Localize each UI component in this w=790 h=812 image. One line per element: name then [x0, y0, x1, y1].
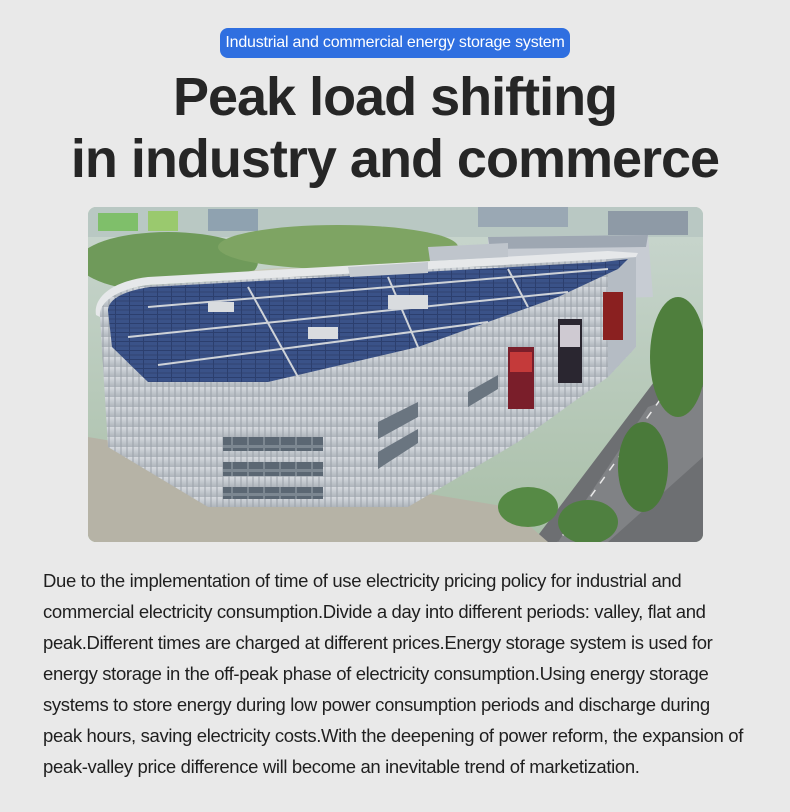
building-solar-photo: [88, 207, 703, 542]
description-paragraph: Due to the implementation of time of use electricity pricing policy for industrial and commercial electricity consumption.Divide a day into different periods: valley, flat and peak.Different times are charged at different prices.Energy storage system is used for energy storage in the off-peak phase of electricity consumption.Using energy storage systems to store energy during low power consumption periods and discharge during peak hours, saving electricity costs.With the deepening of power reform, the expansion of peak-valley price difference will become an inevitable trend of marketization.: [43, 570, 743, 777]
category-badge: [220, 28, 570, 58]
page-title: [0, 66, 790, 190]
page-title-line-2: in industry and commerce: [70, 129, 720, 189]
category-badge-label: Industrial and commercial energy storage system: [225, 34, 565, 51]
page-title-line-1: Peak load shifting: [172, 67, 618, 127]
